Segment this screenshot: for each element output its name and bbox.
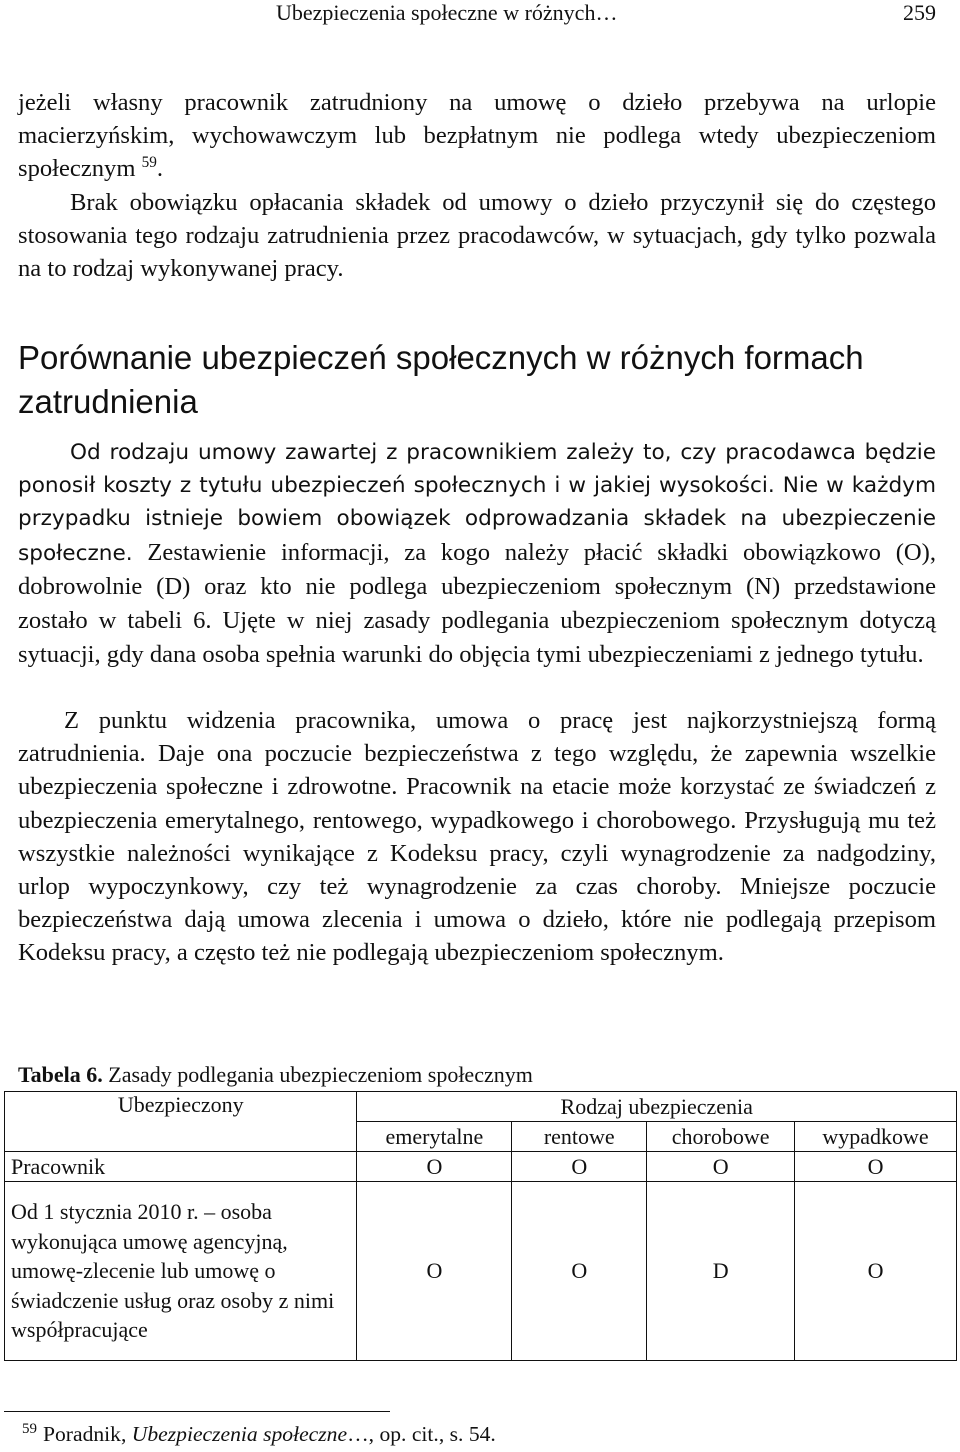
running-header — [0, 0, 960, 30]
paragraph-serif-part: Zestawienie informacji, za kogo należy płacić składki obowiązkowo (O), dobrowolnie (D) oraz kto nie podlega ubezpieczeniom społecznym (N) przedstawione zostało w tabeli 6. Ujęte w niej zasady podlegania ubezpieczeniom społecznym dotyczą sytuacji, gdy dana osoba spełnia warunki do objęcia tymi ubezpieczeniami z jednego tytułu. — [18, 538, 936, 669]
paragraph-contract-work: Brak obowiązku opłacania składek od umowy o dzieło przyczynił się do częstego stosowania tego rodzaju zatrudnienia przez pracodawców, w sytuacjach, gdy tylko pozwala na to rodzaj wykonywanej pracy. — [18, 189, 936, 283]
footnote-number: 59 — [22, 1420, 37, 1437]
header-chorobowe: chorobowe — [647, 1122, 795, 1152]
cell-value: O — [512, 1182, 647, 1361]
cell-value: O — [795, 1152, 957, 1182]
section-heading: Porównanie ubezpieczeń społecznych w różnych formach zatrudnienia — [18, 339, 864, 420]
header-emerytalne: emerytalne — [357, 1122, 512, 1152]
paragraph-employee-perspective: Z punktu widzenia pracownika, umowa o pracę jest najkorzystniejszą formą zatrudnienia. Daje ona poczucie bezpieczeństwa z tego względu, że zapewnia wszelkie ubezpieczenia społeczne i zdrowotne. Pracownik na etacie może korzystać ze świadczeń z ubezpieczenia emerytalnego, rentowego, wypadkowego i chorobowego. Przysługują mu też wszystkie należności wynikające z Kodeksu pracy, czyli wynagrodzenie za nadgodziny, urlop wypoczynkowy, czy też wynagrodzenie za czas choroby. Mniejsze poczucie bezpieczeństwa dają umowa zlecenia i umowa o dzieło, które nie podlegają przepisom Kodeksu pracy, a często też nie podlegają ubezpieczeniom społecznym. — [18, 707, 936, 967]
row-label: Od 1 stycznia 2010 r. – osoba wykonująca umowę agencyjną, umowę-zlecenie lub umowę o świadczenie usług oraz osoby z nimi współpracujące — [5, 1182, 357, 1361]
header-rentowe: rentowe — [512, 1122, 647, 1152]
header-wypadkowe: wypadkowe — [795, 1122, 957, 1152]
footnote-italic-title: Ubezpieczenia społeczne — [131, 1422, 348, 1446]
header-insurance-type: Rodzaj ubezpieczenia — [357, 1092, 957, 1122]
insurance-rules-table — [4, 1091, 957, 1361]
cell-value: D — [647, 1182, 795, 1361]
footnote-separator — [4, 1411, 390, 1412]
paragraph-insurance-comparison — [18, 436, 936, 672]
paragraph-continuation — [18, 86, 936, 186]
table-caption-text: Zasady podlegania ubezpieczeniom społecznym — [102, 1062, 533, 1087]
cell-value: O — [512, 1152, 647, 1182]
table-caption-label: Tabela 6. — [18, 1062, 103, 1087]
page-number: 259 — [903, 0, 936, 25]
cell-value: O — [795, 1182, 957, 1361]
footnote-text-after: …, op. cit., s. 54. — [347, 1422, 496, 1446]
cell-value: O — [357, 1152, 512, 1182]
header-insured: Ubezpieczony — [5, 1092, 357, 1152]
table-caption — [18, 1060, 533, 1090]
paragraph-period: . — [156, 155, 164, 183]
paragraph-sans-part: Od rodzaju umowy zawartej z pracownikiem zależy to, czy pracodawca będzie ponosił koszty z tytułu ubezpieczeń społecznych i w jakiej wysokości. Nie w każdym przypadku istnieje bowiem obowiązek odprowadzania składek na ubezpieczenie społeczne. — [18, 440, 936, 566]
cell-value: O — [647, 1152, 795, 1182]
table-row — [5, 1182, 957, 1361]
paragraph-text: jeżeli własny pracownik zatrudniony na umowę o dzieło przebywa na urlopie macierzyńskim, wychowawczym lub bezpłatnym nie podlega wtedy ubezpieczeniom społecznym — [18, 89, 936, 183]
footnote-reference[interactable]: 59 — [141, 154, 157, 172]
table-row — [5, 1152, 957, 1182]
running-header-title: Ubezpieczenia społeczne w różnych… — [276, 0, 618, 25]
footnote-text-before: Poradnik, — [43, 1422, 132, 1446]
row-label: Pracownik — [5, 1152, 357, 1182]
footnote — [22, 1420, 496, 1448]
cell-value: O — [357, 1182, 512, 1361]
